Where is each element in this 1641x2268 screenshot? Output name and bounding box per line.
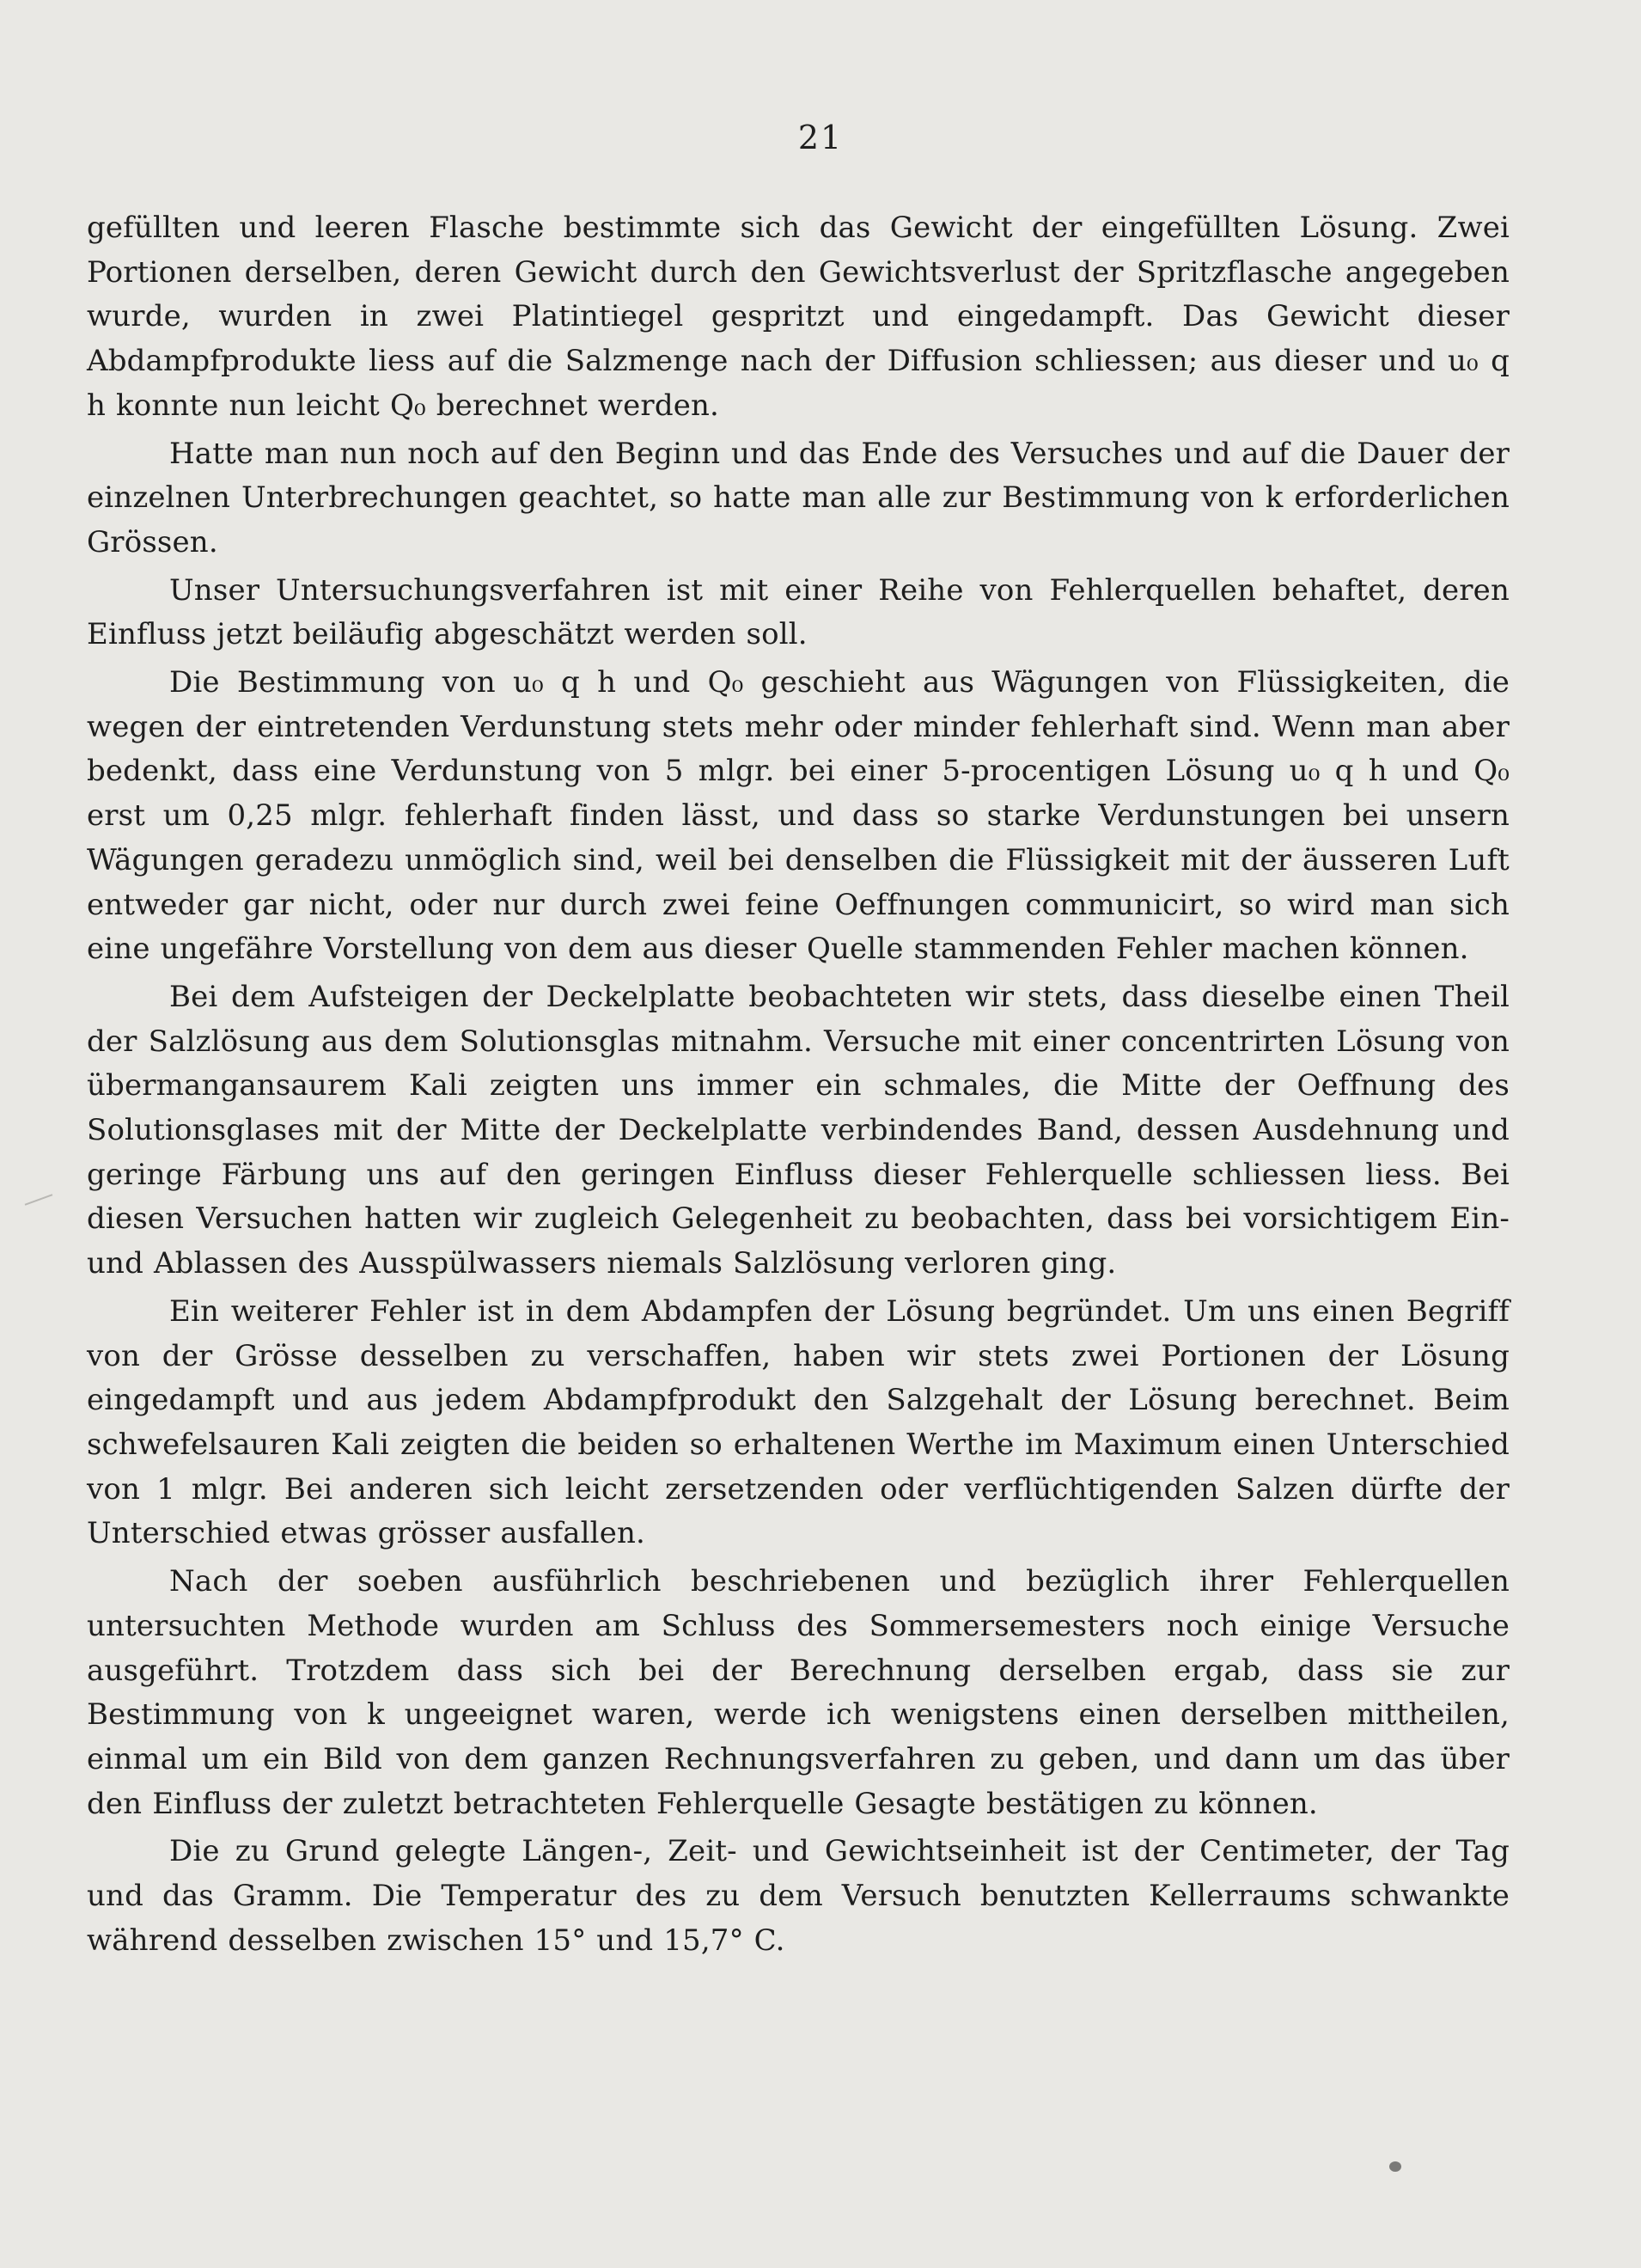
paragraph-8: Die zu Grund gelegte Längen-, Zeit- und Gewichtseinheit ist der Centimeter, der Tag und das Gramm. Die Temperatur des zu dem Versuch benutzten Kellerraums schwankte während desselben zwischen 15° und 15,7° C. xyxy=(87,1834,1510,1958)
paragraph-2: Hatte man nun noch auf den Beginn und das Ende des Versuches und auf die Dauer der einzelnen Unterbrechungen geachtet, so hatte man alle zur Bestimmung von k erforderlichen Grössen. xyxy=(87,436,1510,559)
paragraph-3: Unser Untersuchungsverfahren ist mit einer Reihe von Fehlerquellen behaftet, deren Einfluss jetzt beiläufig abgeschätzt werden soll. xyxy=(87,572,1510,652)
margin-mark xyxy=(25,1194,53,1206)
paragraph-5: Bei dem Aufsteigen der Deckelplatte beobachteten wir stets, dass dieselbe einen Theil der Salzlösung aus dem Solutionsglas mitnahm. Versuche mit einer concentrirten Lösung von übermangansaurem Kali zeigten uns immer ein schmales, die Mitte der Oeffnung des Solutionsglases mit der Mitte der Deckelplatte verbindendes Band, dessen Ausdehnung und geringe Färbung uns auf den geringen Einfluss dieser Fehlerquelle schliessen liess. Bei diesen Versuchen hatten wir zugleich Gelegenheit zu beobachten, dass bei vorsichtigem Ein- und Ablassen des Ausspülwassers niemals Salzlösung verloren ging. xyxy=(87,979,1510,1281)
paragraph-7: Nach der soeben ausführlich beschriebenen und bezüglich ihrer Fehlerquellen untersuchten Methode wurden am Schluss des Sommersemesters noch einige Versuche ausgeführt. Trotzdem dass sich bei der Berechnung derselben ergab, dass sie zur Bestimmung von k ungeeignet waren, werde ich wenigstens einen derselben mittheilen, einmal um ein Bild von dem ganzen Rechnungsverfahren zu geben, und dann um das über den Einfluss der zuletzt betrachteten Fehlerquelle Gesagte bestätigen zu können. xyxy=(87,1564,1510,1821)
ink-speck xyxy=(1389,2161,1401,2172)
page-number: 21 xyxy=(797,119,844,156)
paragraph-1: gefüllten und leeren Flasche bestimmte sich das Gewicht der eingefüllten Lösung. Zwei Portionen derselben, deren Gewicht durch den Gewichtsverlust der Spritzflasche angegeben wurde, wurden in zwei Platintiegel gespritzt und eingedampft. Das Gewicht dieser Abdampfprodukte liess auf die Salzmenge nach der Diffusion schliessen; aus dieser und u₀ q h konnte nun leicht Q₀ berechnet werden. xyxy=(87,211,1510,423)
paragraph-4: Die Bestimmung von u₀ q h und Q₀ geschieht aus Wägungen von Flüssigkeiten, die wegen der eintretenden Verdunstung stets mehr oder minder fehlerhaft sind. Wenn man aber bedenkt, dass eine Verdunstung von 5 mlgr. bei einer 5-procentigen Lösung u₀ q h und Q₀ erst um 0,25 mlgr. fehlerhaft finden lässt, und dass so starke Verdunstungen bei unsern Wägungen geradezu unmöglich sind, weil bei denselben die Flüssigkeit mit der äusseren Luft entweder gar nicht, oder nur durch zwei feine Oeffnungen communicirt, so wird man sich eine ungefähre Vorstellung von dem aus dieser Quelle stammenden Fehler machen können. xyxy=(87,665,1510,967)
body-text xyxy=(87,206,1510,1966)
paragraph-6: Ein weiterer Fehler ist in dem Abdampfen der Lösung begründet. Um uns einen Begriff von der Grösse desselben zu verschaffen, haben wir stets zwei Portionen der Lösung eingedampft und aus jedem Abdampfprodukt den Salzgehalt der Lösung berechnet. Beim schwefelsauren Kali zeigten die beiden so erhaltenen Werthe im Maximum einen Unterschied von 1 mlgr. Bei anderen sich leicht zersetzenden oder verflüchtigenden Salzen dürfte der Unterschied etwas grösser ausfallen. xyxy=(87,1293,1510,1551)
